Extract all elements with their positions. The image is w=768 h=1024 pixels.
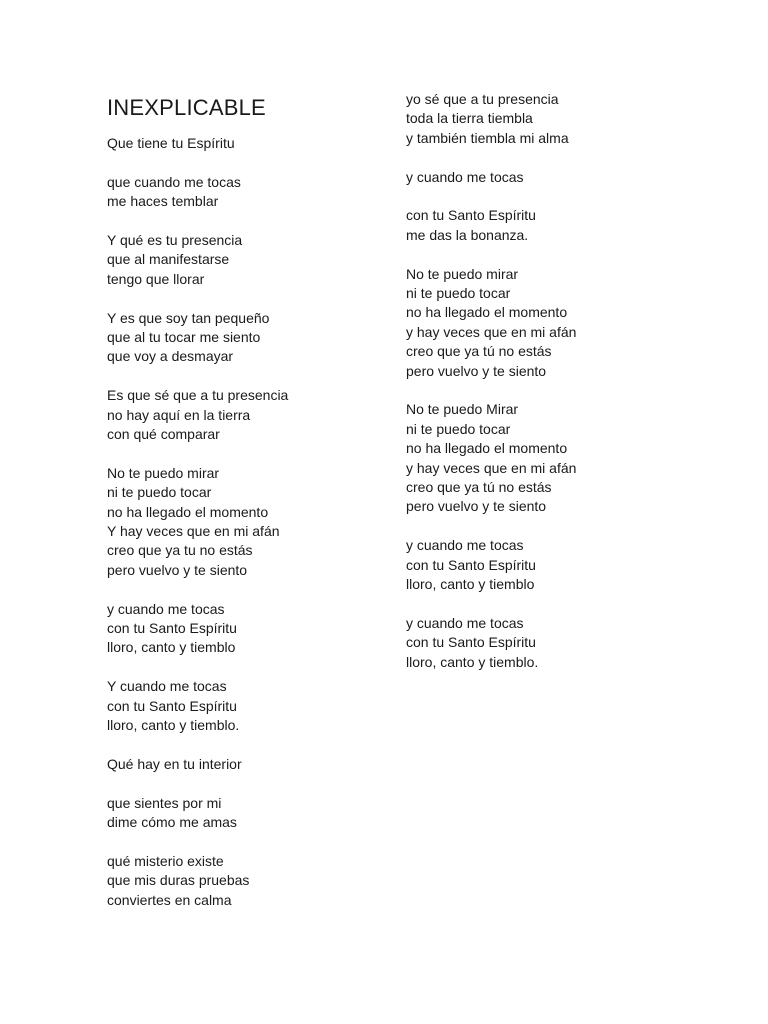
lyric-line: Que tiene tu Espíritu <box>107 135 235 151</box>
lyric-line: yo sé que a tu presencia <box>406 91 559 107</box>
lyric-line: con tu Santo Espíritu <box>107 620 237 637</box>
stanza <box>107 755 288 774</box>
lyric-line: qué misterio existe <box>107 852 224 869</box>
lyric-line: ni te puedo tocar <box>406 285 511 302</box>
lyric-line: no ha llegado el momento <box>406 304 568 321</box>
lyric-line: no ha llegado el momento <box>406 440 568 457</box>
lyric-line: que voy a desmayar <box>107 348 234 365</box>
lyric-line: dime cómo me amas <box>107 814 237 831</box>
lyric-line: pero vuelvo y te siento <box>406 498 547 515</box>
lyric-line: con tu Santo Espíritu <box>406 207 536 224</box>
lyric-line: Y hay veces que en mi afán <box>107 523 280 540</box>
lyric-line: me haces temblar <box>107 193 219 210</box>
stanza <box>406 265 576 381</box>
lyric-line: No te puedo mirar <box>107 464 220 481</box>
lyric-line: Y cuando me tocas <box>107 678 227 695</box>
lyric-line: no ha llegado el momento <box>107 503 269 520</box>
lyric-line: con tu Santo Espíritu <box>406 634 536 651</box>
lyric-line: y cuando me tocas <box>406 537 524 554</box>
lyric-line: y también tiembla mi alma <box>406 129 569 146</box>
stanza <box>107 173 288 212</box>
lyric-line: con tu Santo Espíritu <box>107 697 237 714</box>
stanza <box>107 309 288 367</box>
lyric-line: no hay aquí en la tierra <box>107 406 251 423</box>
lyric-line: lloro, canto y tiemblo <box>406 576 535 593</box>
stanza <box>406 168 576 187</box>
stanza <box>107 386 288 444</box>
lyric-line: me das la bonanza. <box>406 226 529 243</box>
stanza <box>406 536 576 594</box>
stanza <box>406 614 576 672</box>
lyric-line: toda la tierra tiembla <box>406 110 533 127</box>
lyric-line: No te puedo mirar <box>406 265 519 282</box>
lyric-line: pero vuelvo y te siento <box>107 561 248 578</box>
lyric-line: y hay veces que en mi afán <box>406 323 577 340</box>
lyric-line: lloro, canto y tiemblo <box>107 639 236 656</box>
lyric-line: ni te puedo tocar <box>107 484 212 501</box>
lyric-line: que sientes por mi <box>107 794 222 811</box>
lyric-line: que mis duras pruebas <box>107 872 250 889</box>
stanza <box>107 134 288 153</box>
lyric-line: creo que ya tu no estás <box>107 542 253 559</box>
lyric-line: Qué hay en tu interior <box>107 755 242 772</box>
lyric-line: y hay veces que en mi afán <box>406 459 577 476</box>
lyric-line: Y qué es tu presencia <box>107 232 243 248</box>
stanza <box>107 464 288 580</box>
lyric-line: creo que ya tú no estás <box>406 479 552 496</box>
lyric-line: con qué comparar <box>107 426 220 443</box>
lyric-line: que cuando me tocas <box>107 173 241 190</box>
stanza <box>406 400 576 516</box>
lyric-line: tengo que llorar <box>107 270 205 287</box>
lyric-line: conviertes en calma <box>107 891 232 908</box>
lyric-line: lloro, canto y tiemblo. <box>107 717 240 734</box>
stanza <box>107 231 288 289</box>
lyric-line: Y es que soy tan pequeño <box>107 309 270 326</box>
stanza <box>107 600 288 658</box>
lyric-line: y cuando me tocas <box>406 168 524 185</box>
song-title: INEXPLICABLE <box>107 95 266 120</box>
lyric-line: que al tu tocar me siento <box>107 329 261 346</box>
lyric-line: lloro, canto y tiemblo. <box>406 653 539 670</box>
stanza <box>107 677 288 735</box>
lyric-line: No te puedo Mirar <box>406 401 519 418</box>
lyric-line: creo que ya tú no estás <box>406 343 552 360</box>
lyric-line: y cuando me tocas <box>107 600 225 617</box>
lyric-line: ni te puedo tocar <box>406 420 511 437</box>
lyric-line: con tu Santo Espíritu <box>406 556 536 573</box>
lyric-line: que al manifestarse <box>107 251 230 268</box>
stanza <box>406 206 576 245</box>
right-stanza-list <box>406 90 576 691</box>
stanza <box>107 794 288 833</box>
stanza <box>107 852 288 910</box>
left-stanza-list <box>107 134 288 929</box>
stanza <box>406 90 576 148</box>
lyric-line: Es que sé que a tu presencia <box>107 387 289 404</box>
lyric-line: y cuando me tocas <box>406 614 524 631</box>
lyric-line: pero vuelvo y te siento <box>406 362 547 379</box>
